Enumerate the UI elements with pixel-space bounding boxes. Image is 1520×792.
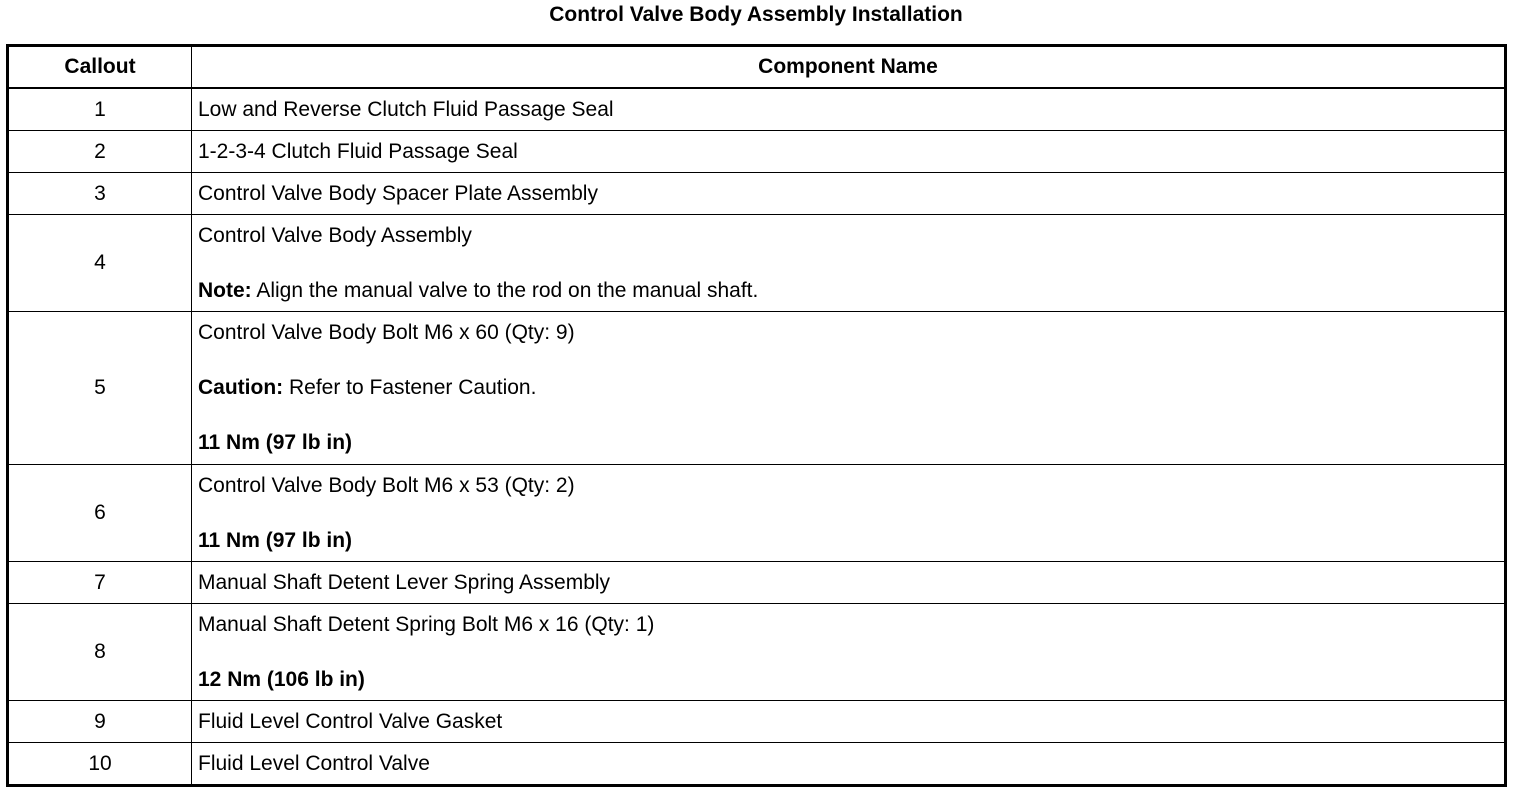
callout-number: 9 — [8, 701, 192, 743]
component-cell — [192, 465, 1506, 562]
component-name: Manual Shaft Detent Lever Spring Assembly — [192, 562, 1506, 604]
callout-number: 4 — [8, 215, 192, 312]
callout-number: 6 — [8, 465, 192, 562]
callout-number: 3 — [8, 173, 192, 215]
callout-header: Callout — [8, 46, 192, 89]
note-label: Note: — [198, 278, 252, 302]
table-row — [8, 88, 1506, 131]
component-name-header: Component Name — [192, 46, 1506, 89]
callout-number: 8 — [8, 604, 192, 701]
component-cell — [192, 215, 1506, 312]
table-row — [8, 562, 1506, 604]
component-name: Control Valve Body Spacer Plate Assembly — [192, 173, 1506, 215]
table-row — [8, 604, 1506, 701]
component-cell — [192, 604, 1506, 701]
note-line — [198, 279, 1498, 303]
callout-number: 7 — [8, 562, 192, 604]
component-name: 1-2-3-4 Clutch Fluid Passage Seal — [192, 131, 1506, 173]
table-row — [8, 701, 1506, 743]
callout-number: 5 — [8, 312, 192, 465]
table-row — [8, 173, 1506, 215]
caution-text: Refer to Fastener Caution. — [283, 376, 537, 399]
note-text: Align the manual valve to the rod on the manual shaft. — [251, 278, 759, 302]
torque-spec: 12 Nm (106 lb in) — [198, 667, 365, 691]
component-cell — [192, 312, 1506, 465]
component-name: Control Valve Body Assembly — [198, 223, 472, 247]
page-title: Control Valve Body Assembly Installation — [549, 3, 963, 26]
callout-number: 1 — [8, 88, 192, 131]
table-row — [8, 743, 1506, 786]
caution-line — [198, 376, 1498, 400]
component-name: Fluid Level Control Valve Gasket — [192, 701, 1506, 743]
component-name: Low and Reverse Clutch Fluid Passage Seal — [192, 88, 1506, 131]
callout-number: 10 — [8, 743, 192, 786]
component-name: Manual Shaft Detent Spring Bolt M6 x 16 (Qty: 1) — [198, 612, 655, 636]
torque-spec: 11 Nm (97 lb in) — [198, 528, 353, 552]
table-row — [8, 215, 1506, 312]
caution-label: Caution: — [198, 376, 284, 399]
torque-spec: 11 Nm (97 lb in) — [198, 431, 353, 454]
component-table — [6, 44, 1507, 787]
table-row — [8, 465, 1506, 562]
table-row — [8, 131, 1506, 173]
callout-number: 2 — [8, 131, 192, 173]
table-header-row — [8, 46, 1506, 89]
component-name: Control Valve Body Bolt M6 x 60 (Qty: 9) — [198, 321, 575, 344]
table-row — [8, 312, 1506, 465]
component-name: Control Valve Body Bolt M6 x 53 (Qty: 2) — [198, 473, 575, 497]
component-name: Fluid Level Control Valve — [192, 743, 1506, 786]
